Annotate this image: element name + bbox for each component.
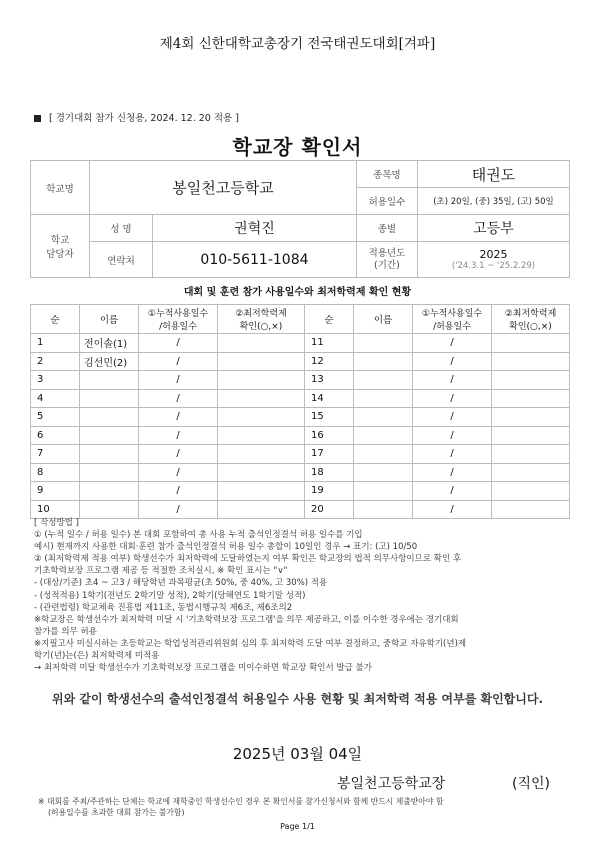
table-row [31, 445, 570, 464]
row-name: 전이솔(1) [80, 334, 139, 353]
confirm-statement: 위와 같이 학생선수의 출석인정결석 허용일수 사용 현황 및 최저학력 적용 여부를 확인합니다. [51, 692, 543, 706]
row-days: / [139, 389, 218, 408]
row-days: / [139, 371, 218, 390]
row-no-2: 12 [305, 352, 354, 371]
row-grade [218, 389, 305, 408]
row-grade [218, 334, 305, 353]
row-grade-2 [492, 500, 570, 519]
instruction-line: 예시) 현재까지 사용한 대회·훈련 참가 출석인정결석 허용 일수 총합이 10일인 경우 → 표기: (고) 10/50 [34, 542, 418, 553]
table-row [31, 426, 570, 445]
phone-label: 연락처 [90, 242, 153, 278]
row-days: / [139, 334, 218, 353]
row-grade [218, 426, 305, 445]
row-days-2: / [413, 352, 492, 371]
year-cell [417, 242, 569, 278]
row-days: / [139, 408, 218, 427]
name-value: 권혁진 [153, 215, 357, 242]
instruction-line: - (성적적용) 1학기(전년도 2학기말 성적), 2학기(당해연도 1학기말 성적) [34, 590, 306, 601]
row-name [80, 463, 139, 482]
manager-label: 학교 담당자 [31, 215, 90, 278]
row-no-2: 17 [305, 445, 354, 464]
row-name-2 [354, 482, 413, 501]
row-days: / [139, 352, 218, 371]
table-row [31, 334, 570, 353]
allowed-label: 허용일수 [356, 188, 417, 215]
school-value: 봉일천고등학교 [90, 161, 357, 215]
row-name-2 [354, 389, 413, 408]
row-days-2: / [413, 371, 492, 390]
row-no: 9 [31, 482, 80, 501]
category-value: 고등부 [417, 215, 569, 242]
row-name-2 [354, 352, 413, 371]
row-days-2: / [413, 463, 492, 482]
row-no: 10 [31, 500, 80, 519]
table-row [31, 389, 570, 408]
row-name [80, 482, 139, 501]
row-no: 3 [31, 371, 80, 390]
instruction-line: [ 작성방법 ] [34, 518, 79, 528]
row-name-2 [354, 500, 413, 519]
table-row [31, 500, 570, 519]
row-grade [218, 482, 305, 501]
row-name-2 [354, 334, 413, 353]
row-no: 8 [31, 463, 80, 482]
row-name-2 [354, 463, 413, 482]
row-grade [218, 445, 305, 464]
row-name [80, 389, 139, 408]
row-days: / [139, 463, 218, 482]
info-table [30, 160, 570, 278]
col-days-2: ①누적사용일수 /허용일수 [413, 305, 492, 334]
instruction-line: ② (최저학력제 적용 여부) 학생선수가 최저학력에 도달하였는지 여부 확인은 학교장의 법적 의무사항이므로 확인 후 [34, 554, 462, 565]
category-label: 종별 [356, 215, 417, 242]
row-grade-2 [492, 408, 570, 427]
event-value: 태권도 [417, 161, 569, 188]
allowed-value: (초) 20일, (중) 35일, (고) 50일 [417, 188, 569, 215]
row-grade [218, 352, 305, 371]
subheader-text: [ 경기대회 참가 신청용, 2024. 12. 20 적용 ] [49, 113, 239, 124]
row-days: / [139, 426, 218, 445]
row-no: 5 [31, 408, 80, 427]
instruction-line: ① (누적 일수 / 허용 일수) 본 대회 포함하여 총 사용 누적 출석인정결석 허용 일수를 기입 [34, 530, 363, 541]
row-name [80, 500, 139, 519]
principal-signature: 봉일천고등학교장 [337, 776, 446, 792]
instruction-line: ※학교장은 학생선수가 최저학력 미달 시 '기초학력보장 프로그램'을 의무 제공하고, 이를 이수한 경우에는 경기대회 [34, 614, 459, 625]
col-days: ①누적사용일수 /허용일수 [139, 305, 218, 334]
document-header: 제4회 신한대학교총장기 전국태권도대회[겨파] [159, 36, 436, 52]
row-grade-2 [492, 371, 570, 390]
table-row [31, 463, 570, 482]
row-grade [218, 371, 305, 390]
row-no-2: 20 [305, 500, 354, 519]
row-no: 4 [31, 389, 80, 408]
row-grade-2 [492, 389, 570, 408]
row-no-2: 16 [305, 426, 354, 445]
col-grade: ②최저학력제 확인(○,×) [218, 305, 305, 334]
instructions [34, 517, 574, 674]
table-row [31, 408, 570, 427]
year-value: 2025 [479, 248, 508, 261]
school-label: 학교명 [31, 161, 90, 215]
row-name-2 [354, 408, 413, 427]
row-grade-2 [492, 426, 570, 445]
row-days: / [139, 445, 218, 464]
row-days-2: / [413, 445, 492, 464]
row-grade [218, 408, 305, 427]
row-grade-2 [492, 445, 570, 464]
row-name-2 [354, 445, 413, 464]
row-name [80, 371, 139, 390]
row-name-2 [354, 426, 413, 445]
row-grade [218, 500, 305, 519]
row-no-2: 14 [305, 389, 354, 408]
row-days-2: / [413, 389, 492, 408]
row-grade-2 [492, 334, 570, 353]
instruction-line: 기초학력보장 프로그램 제공 등 적절한 조치실시, ※ 확인 표시는 "∨" [34, 566, 288, 577]
row-days-2: / [413, 500, 492, 519]
col-no: 순 [31, 305, 80, 334]
row-name: 김선민(2) [80, 352, 139, 371]
section-title: 대회 및 훈련 참가 사용일수와 최저학력제 확인 현황 [183, 287, 412, 298]
col-grade-2: ②최저학력제 확인(○,×) [492, 305, 570, 334]
subheader [34, 110, 239, 124]
instruction-line: ※지필고사 미실시하는 초등학교는 학업성적관리위원회 심의 후 최저학력 도달 여부 결정하고, 중학교 자유학기(년)제 [34, 638, 467, 649]
col-no-2: 순 [305, 305, 354, 334]
row-days: / [139, 482, 218, 501]
table-row [31, 352, 570, 371]
event-label: 종목명 [356, 161, 417, 188]
instruction-line: - (관련법령) 학교체육 진흥법 제11조, 동법시행규칙 제6조, 제6조의2 [34, 602, 293, 613]
row-no-2: 18 [305, 463, 354, 482]
row-name [80, 426, 139, 445]
row-days-2: / [413, 482, 492, 501]
row-no: 2 [31, 352, 80, 371]
row-grade-2 [492, 463, 570, 482]
year-label: 적용년도 (기간) [356, 242, 417, 278]
row-grade-2 [492, 352, 570, 371]
row-name [80, 445, 139, 464]
row-days-2: / [413, 334, 492, 353]
row-no-2: 15 [305, 408, 354, 427]
row-no: 1 [31, 334, 80, 353]
footnote-line-1: ※ 대회를 주최/주관하는 단체는 학교에 재학중인 학생선수인 경우 본 확인서를 참가신청서와 함께 반드시 제출받아야 함 [38, 797, 444, 806]
footnote-line-2: (허용일수를 초과한 대회 참가는 불가함) [48, 807, 185, 817]
table-row [31, 371, 570, 390]
row-grade [218, 463, 305, 482]
col-name: 이름 [80, 305, 139, 334]
instruction-line: → 최저학력 미달 학생선수가 기초학력보장 프로그램을 미이수하면 학교장 확인서 발급 불가 [34, 663, 372, 674]
instruction-line: 참가를 의무 허용 [34, 626, 97, 637]
phone-value: 010-5611-1084 [153, 242, 357, 278]
confirm-date: 2025년 03월 04일 [232, 745, 363, 763]
instruction-line: 학기(년)는(은) 최저학력제 미적용 [34, 651, 160, 662]
square-bullet-icon [34, 115, 41, 122]
athlete-table [30, 304, 570, 519]
footnote [38, 797, 568, 818]
row-no-2: 11 [305, 334, 354, 353]
row-name [80, 408, 139, 427]
row-no-2: 13 [305, 371, 354, 390]
name-label: 성 명 [90, 215, 153, 242]
row-days-2: / [413, 408, 492, 427]
row-no-2: 19 [305, 482, 354, 501]
page-number: Page 1/1 [280, 822, 315, 831]
year-period: ('24.3.1 ~ '25.2.29) [451, 261, 536, 271]
page-title: 학교장 확인서 [232, 135, 363, 159]
row-grade-2 [492, 482, 570, 501]
table-row [31, 482, 570, 501]
row-days: / [139, 500, 218, 519]
row-name-2 [354, 371, 413, 390]
col-name-2: 이름 [354, 305, 413, 334]
official-seal: (직인) [512, 776, 550, 792]
row-no: 6 [31, 426, 80, 445]
instruction-line: - (대상/기준) 초4 ~ 고3 / 해당학년 과목평균(초 50%, 중 40%, 고 30%) 적용 [34, 578, 328, 589]
row-no: 7 [31, 445, 80, 464]
row-days-2: / [413, 426, 492, 445]
